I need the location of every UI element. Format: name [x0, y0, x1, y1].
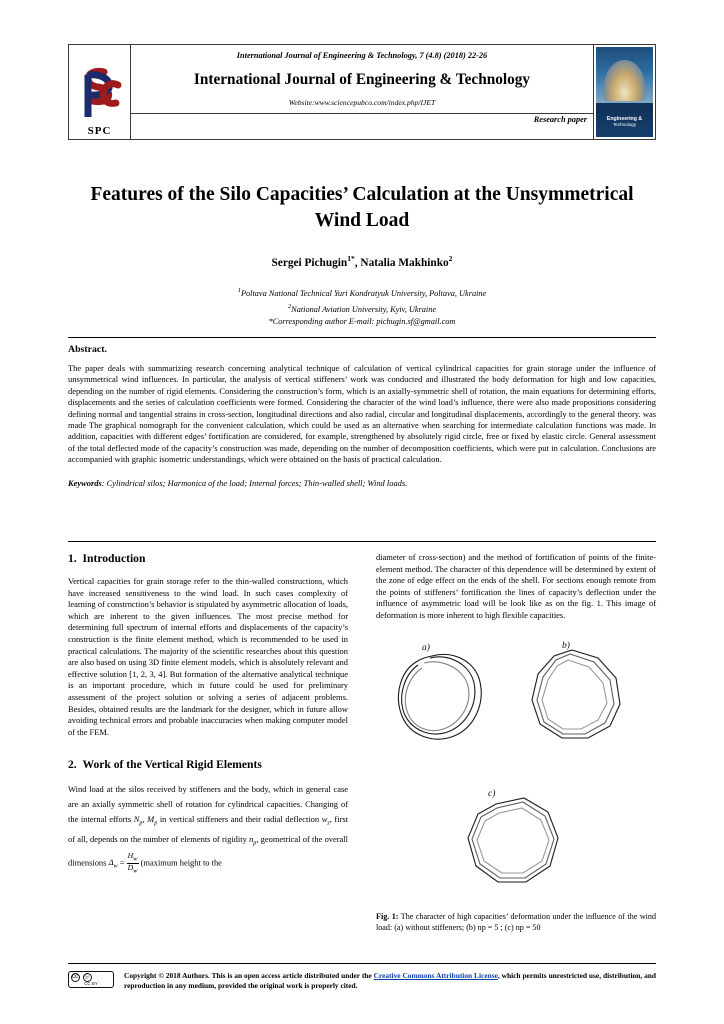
copyright-text-after: , which permits unrestricted use, distribution, and reproduction in any medium, provided the original work is properly cited.	[124, 971, 657, 991]
author-names: Sergei Pichugin$^{1*}$, Natalia Makhinko$^2$	[271, 254, 453, 269]
cover-label-top: Engineering &	[606, 116, 643, 122]
copyright-notice	[124, 971, 656, 991]
footer	[68, 971, 656, 991]
section-heading-2: 2. Work of the Vertical Rigid Elements	[68, 758, 262, 772]
section-2-paragraph-1: Wind load at the silos received by stiffeners and the body, which in general case are an axially symmetric shell of rotation for cylindrical capacities. Changing of the internal efforts $N_p$, $M_p$ in vertical stiffeners and their radial deflection $w_z$, first of all, depends on the number of elements of rigidity $n_p$, geometrical of the overall dimensions $\Delta_w$ = $\frac{H_w}{D_w}$ (maximum height to the	[68, 784, 349, 875]
journal-citation-line: International Journal of Engineering & Technology, 7 (4.8) (2018) 22-26	[236, 51, 488, 60]
abstract-top-rule	[68, 337, 656, 338]
spc-logo-icon	[74, 63, 126, 125]
cc-by-label: CC BY	[84, 981, 98, 986]
figure-label-b: b)	[562, 641, 570, 651]
section-heading-1: 1. Introduction	[68, 552, 146, 565]
section-1-paragraph-1: Vertical capacities for grain storage refer to the thin-walled constructions, which have increased sensitiveness to the wind load. In such cases complexity of learning of constrnction’s behavior is stipulated by asymmetric allocation of loads, which are inherent to the given influences. The most precise method for determining full spectrum of internal efforts and displacements of the capacity’s construction is the finite element method, which is recommended to be used in practical calculations. The majority of the scientific researches about this question are also based on using 3D finite element models, which is absolutely relevant and effective solution [1, 2, 3, 4]. But formation of the alternative analytical technique is an important procedure, which in future could be used for preliminary assessment of the project solution or solving a series of adjacent problems. Besides, obtained results are the landmark for the designer, which in future allow avoiding technical errors and probable inaccuracies when making computer model of the FEM.	[68, 576, 348, 737]
keywords-value: : Cylindrical silos; Harmonica of the load; Internal forces; Thin-walled shell; Wind loads.	[101, 477, 408, 488]
page-title: Features of the Silo Capacities’ Calculation at the Unsymmetrical Wind Load	[90, 184, 634, 231]
left-column	[68, 552, 348, 882]
footer-rule	[68, 963, 656, 964]
abstract-text: The paper deals with summarizing research concerning analytical technique of calculation of vertical cylindrical capacities for grain storage under the influence of unsymmetrical wind influences. In particular, the analysis of vertical stiffeners’ work was conducted and illustrated the body deformation for high and low capacities, depending on the number of rigid elements. Considering the construction’s form, which is an axially-symmetric shell of rotation, the main equations for determining efforts, displacements and the series of calculation coefficients were formed. Considering the character of the wind load’s influence, there were also made propositions considering defining normal and tangential strains in cross-section, longitudinal directions and also radial, circular and longitudinal displacements, accordingly to the general theory. was made The graphical nomograph for the convenient calculation, which could be used as an alternative when searching for intermediate calculation functions was made. In addition, capacities with different edges’ fortification are considered, for example, strengthened by absolutely rigid circle, free or fixed by elastic circle. General assessment of the total deflected mode of the capacity’s construction was made, depending on the number of decomposition coefficients, which were put in calculation. Conclusions are accompanied with graphic isometric understandings, which were obtained on the basis of practical calculation.	[68, 363, 656, 465]
figure-1-caption	[376, 912, 656, 933]
license-link[interactable]: Creative Commons Attribution License	[373, 971, 498, 980]
affiliation-2: $^2$National Aviation University, Kyiv, Ukraine	[287, 302, 437, 314]
document-type: Research paper	[533, 115, 587, 124]
header-center	[131, 45, 593, 139]
corresponding-author: *Corresponding author E-mail: pichugin.sf@gmail.com	[268, 317, 456, 327]
right-column	[376, 552, 656, 629]
journal-website[interactable]: Website:www.sciencepubco.com/index.php/IJET	[288, 98, 436, 107]
abstract-bottom-rule	[68, 541, 656, 542]
affiliation-1: $^1$Poltava National Technical Yuri Kondratyuk University, Poltava, Ukraine	[237, 286, 487, 298]
copyright-text-before: Copyright © 2018 Authors. This is an open access article distributed under the	[124, 971, 374, 980]
figure-label-c: c)	[488, 789, 496, 799]
journal-header	[68, 44, 656, 140]
journal-cover-thumbnail	[593, 45, 655, 139]
figure-caption-text: The character of high capacities’ deformation under the influence of the wind load: (a) without stiffeners; (b) np = 5 ; (c) np = 50	[376, 912, 657, 932]
figure-1-image	[384, 636, 652, 912]
cover-label-bottom: Technology	[612, 122, 637, 127]
creative-commons-icon[interactable]: cc ☉ CC BY	[68, 971, 114, 988]
figure-caption-label: Fig. 1:	[376, 912, 399, 921]
abstract-heading: Abstract.	[68, 344, 107, 355]
keywords-label: Keywords	[68, 477, 102, 488]
figure-label-a: a)	[422, 643, 430, 653]
right-column-paragraph-1: diameter of cross-section) and the method of fortification of points of the finite-element method. The character of this dependence will be determined by extent of the zone of edge effect on the ends of the shell. For sections enough remote from the points of stiffeners’ fortification the lines of capacity’s deflection under the influence of asymmetric load will be look like as on the fig. 1. This image of deformation is more inherent to high flexible capacities.	[376, 552, 656, 620]
publisher-abbrev: SPC	[87, 125, 112, 137]
author-list	[68, 254, 656, 269]
journal-title: International Journal of Engineering & Technology	[193, 71, 531, 88]
publisher-logo	[69, 45, 131, 139]
abstract-block	[68, 344, 656, 489]
title-block	[68, 182, 656, 328]
keywords-block	[68, 478, 656, 489]
affiliations	[68, 284, 656, 329]
